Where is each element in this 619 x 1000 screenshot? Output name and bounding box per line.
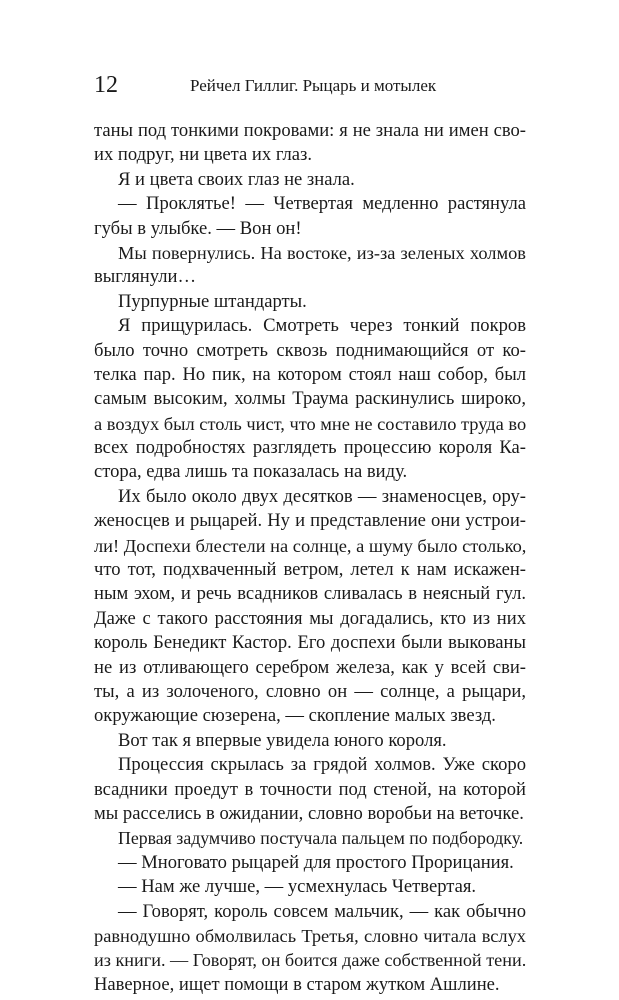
- running-title: Рейчел Гиллиг. Рыцарь и мотылек: [190, 76, 437, 95]
- text-line: Вот так я впервые увидела юного короля.: [118, 729, 447, 751]
- text-line: самым высоким, холмы Траума раскинулись широко,: [94, 388, 526, 410]
- text-line: король Бенедикт Кастор. Его доспехи были выкованы: [94, 632, 526, 654]
- text-line: — Нам же лучше, — усмехнулась Четвертая.: [118, 876, 477, 898]
- text-line: а воздух был столь чист, что мне не составило труда во: [94, 413, 527, 434]
- text-line: всех подробностях разглядеть процессию короля Ка-: [94, 437, 526, 459]
- text-line: Мы повернулись. На востоке, из-за зеленых холмов: [118, 242, 526, 263]
- text-line: ным эхом, и речь всадников сливалась в неясный гул.: [94, 583, 526, 605]
- text-line: выглянули…: [94, 266, 197, 288]
- text-line: всадники проедут в точности под стеной, на которой: [94, 778, 526, 800]
- page-number: 12: [94, 72, 118, 98]
- text-line: Их было около двух десятков — знаменосцев, ору-: [118, 485, 526, 507]
- text-line: — Проклятье! — Четвертая медленно растянула: [118, 193, 526, 215]
- text-line: телка пар. Но пик, на котором стоял наш собор, был: [94, 363, 526, 385]
- text-line: равнодушно обмолвилась Третья, словно читала вслух: [94, 925, 526, 946]
- text-line: таны под тонкими покровами: я не знала ни имен сво-: [94, 120, 526, 141]
- text-line: ты, а из золоченого, словно он — солнце, а рыцари,: [94, 680, 526, 702]
- body-text: [94, 119, 526, 997]
- text-line: Я прищурилась. Смотреть через тонкий покров: [118, 315, 526, 337]
- text-line: Процессия скрылась за грядой холмов. Уже скоро: [118, 754, 526, 776]
- running-head: [94, 70, 534, 100]
- text-line: их подруг, ни цвета их глаз.: [94, 144, 313, 166]
- text-line: не из отливающего серебром железа, как у всей сви-: [94, 656, 526, 678]
- text-line: губы в улыбке. — Вон он!: [94, 217, 302, 239]
- text-line: ли! Доспехи блестели на солнце, а шуму было столько,: [94, 535, 527, 556]
- text-line: Пурпурные штандарты.: [118, 290, 307, 312]
- text-line: что тот, подхваченный ветром, летел к нам искажен-: [94, 559, 526, 581]
- text-line: — Говорят, король совсем мальчик, — как обычно: [118, 900, 526, 922]
- text-line: окружающие сюзерена, — скопление малых звезд.: [94, 705, 496, 727]
- text-line: Даже с такого расстояния мы догадались, кто из них: [94, 607, 526, 629]
- text-line: — Многовато рыцарей для простого Прорицания.: [118, 851, 514, 873]
- text-line: из книги. — Говорят, он боится даже собственной тени.: [94, 950, 527, 971]
- text-line: стора, едва лишь та показалась на виду.: [94, 461, 408, 483]
- text-line: было точно смотреть сквозь поднимающийся от ко-: [94, 339, 526, 361]
- text-line: Наверное, ищет помощи в старом жутком Ашлине.: [94, 973, 500, 995]
- text-line: Первая задумчиво постучала пальцем по подбородку.: [118, 828, 524, 849]
- text-line: Я и цвета своих глаз не знала.: [118, 168, 355, 190]
- text-line: мы расселись в ожидании, словно воробьи на веточке.: [94, 802, 524, 824]
- text-line: женосцев и рыцарей. Ну и представление они устрои-: [94, 510, 526, 532]
